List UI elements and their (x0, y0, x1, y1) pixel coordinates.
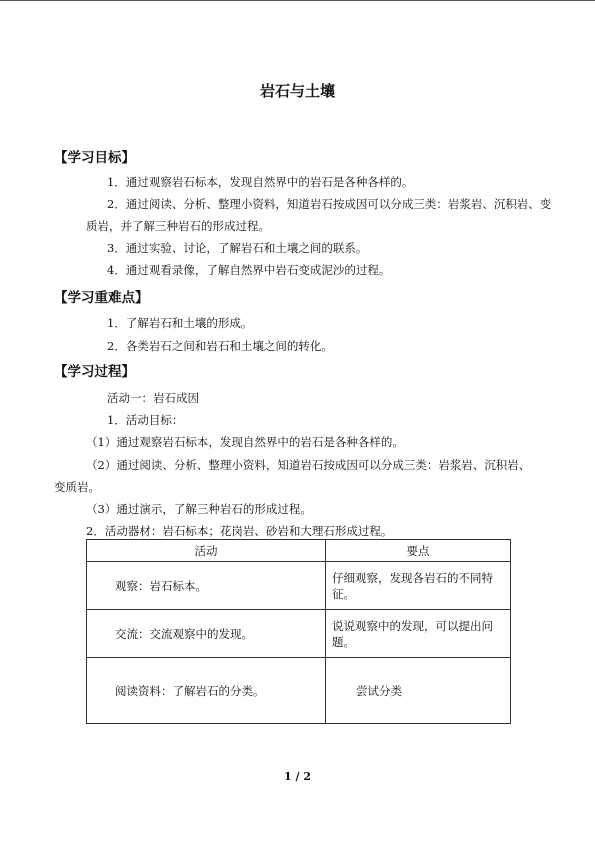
goal-item-1: 1．通过观察岩石标本，发现自然界中的岩石是各种各样的。 (107, 175, 414, 189)
page-top-border (0, 0, 595, 1)
table-header-key-points: 要点 (326, 540, 511, 562)
table-cell-key-point: 尝试分类 (326, 658, 511, 724)
section-heading-goals: 【学习目标】 (54, 150, 135, 166)
goal-item-2-cont: 质岩，并了解三种岩石的形成过程。 (86, 219, 270, 233)
table-header-activity: 活动 (87, 540, 326, 562)
table-cell-key-point: 说说观察中的发现，可以提出问题。 (326, 610, 511, 658)
table-row (87, 610, 511, 658)
table-cell-activity: 阅读资料：了解岩石的分类。 (87, 658, 326, 724)
table-cell-activity: 交流：交流观察中的发现。 (87, 610, 326, 658)
key-point-1: 1．了解岩石和土壤的形成。 (107, 316, 253, 330)
section-heading-process: 【学习过程】 (54, 364, 135, 380)
activity-materials: 2．活动器材：岩石标本；花岗岩、砂岩和大理石形成过程。 (86, 524, 393, 538)
activity-title: 活动一：岩石成因 (107, 391, 199, 405)
table-row (87, 658, 511, 724)
goal-item-4: 4．通过观看录像，了解自然界中岩石变成泥沙的过程。 (107, 263, 391, 277)
activity-goal-3: （3）通过演示，了解三种岩石的形成过程。 (86, 502, 312, 516)
activity-goal-1: （1）通过观察岩石标本，发现自然界中的岩石是各种各样的。 (86, 435, 404, 449)
activity-table (86, 539, 511, 724)
table-row (87, 562, 511, 610)
table-cell-key-point: 仔细观察，发现各岩石的不同特征。 (326, 562, 511, 610)
table-header-row (87, 540, 511, 562)
goal-item-2: 2．通过阅读、分析、整理小资料，知道岩石按成因可以分成三类：岩浆岩、沉积岩、变 (107, 197, 552, 211)
table-cell-activity: 观察：岩石标本。 (87, 562, 326, 610)
activity-goal-2: （2）通过阅读、分析、整理小资料，知道岩石按成因可以分成三类：岩浆岩、沉积岩、 (86, 458, 531, 472)
page-title: 岩石与土壤 (259, 82, 335, 100)
key-point-2: 2．各类岩石之间和岩石和土壤之间的转化。 (107, 339, 333, 353)
section-heading-key-points: 【学习重难点】 (54, 290, 149, 306)
goal-item-3: 3．通过实验、讨论，了解岩石和土壤之间的联系。 (107, 241, 368, 255)
activity-goal-label: 1．活动目标： (107, 413, 184, 427)
page-number: 1 / 2 (284, 770, 311, 783)
activity-goal-2-cont: 变质岩。 (54, 480, 100, 494)
